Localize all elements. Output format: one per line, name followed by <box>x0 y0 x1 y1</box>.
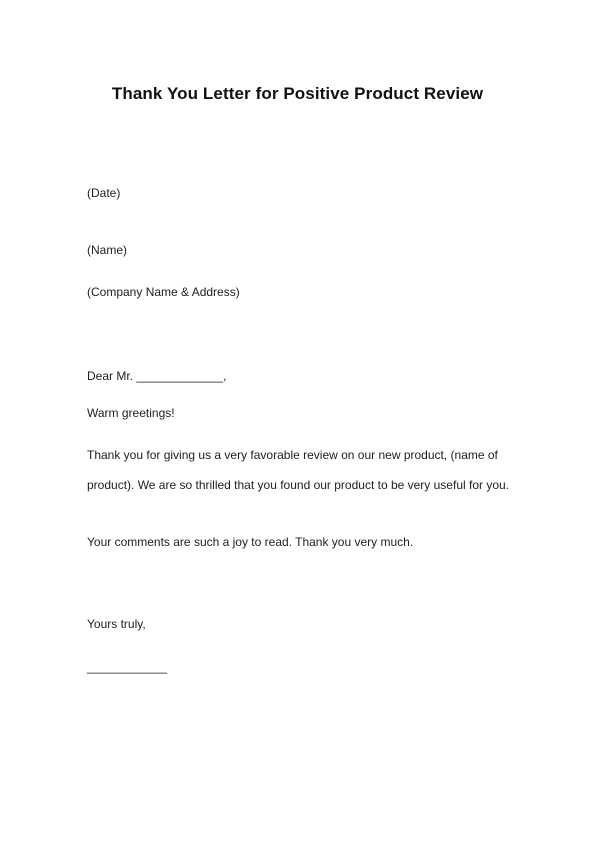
comments-paragraph: Your comments are such a joy to read. Thank you very much. <box>87 535 414 549</box>
body-paragraph-line-2: product). We are so thrilled that you found our product to be very useful for you. <box>87 478 510 492</box>
letter-title: Thank You Letter for Positive Product Review <box>111 84 484 103</box>
closing: Yours truly, <box>87 617 146 631</box>
company-address-placeholder: (Company Name & Address) <box>87 285 240 299</box>
date-placeholder: (Date) <box>87 186 121 200</box>
recipient-name-placeholder: (Name) <box>87 243 128 257</box>
body-paragraph-line-1: Thank you for giving us a very favorable review on our new product, (name of <box>87 448 498 462</box>
signature-line: ____________ <box>87 660 168 674</box>
greeting: Warm greetings! <box>87 406 175 420</box>
salutation: Dear Mr. _____________, <box>87 369 227 383</box>
